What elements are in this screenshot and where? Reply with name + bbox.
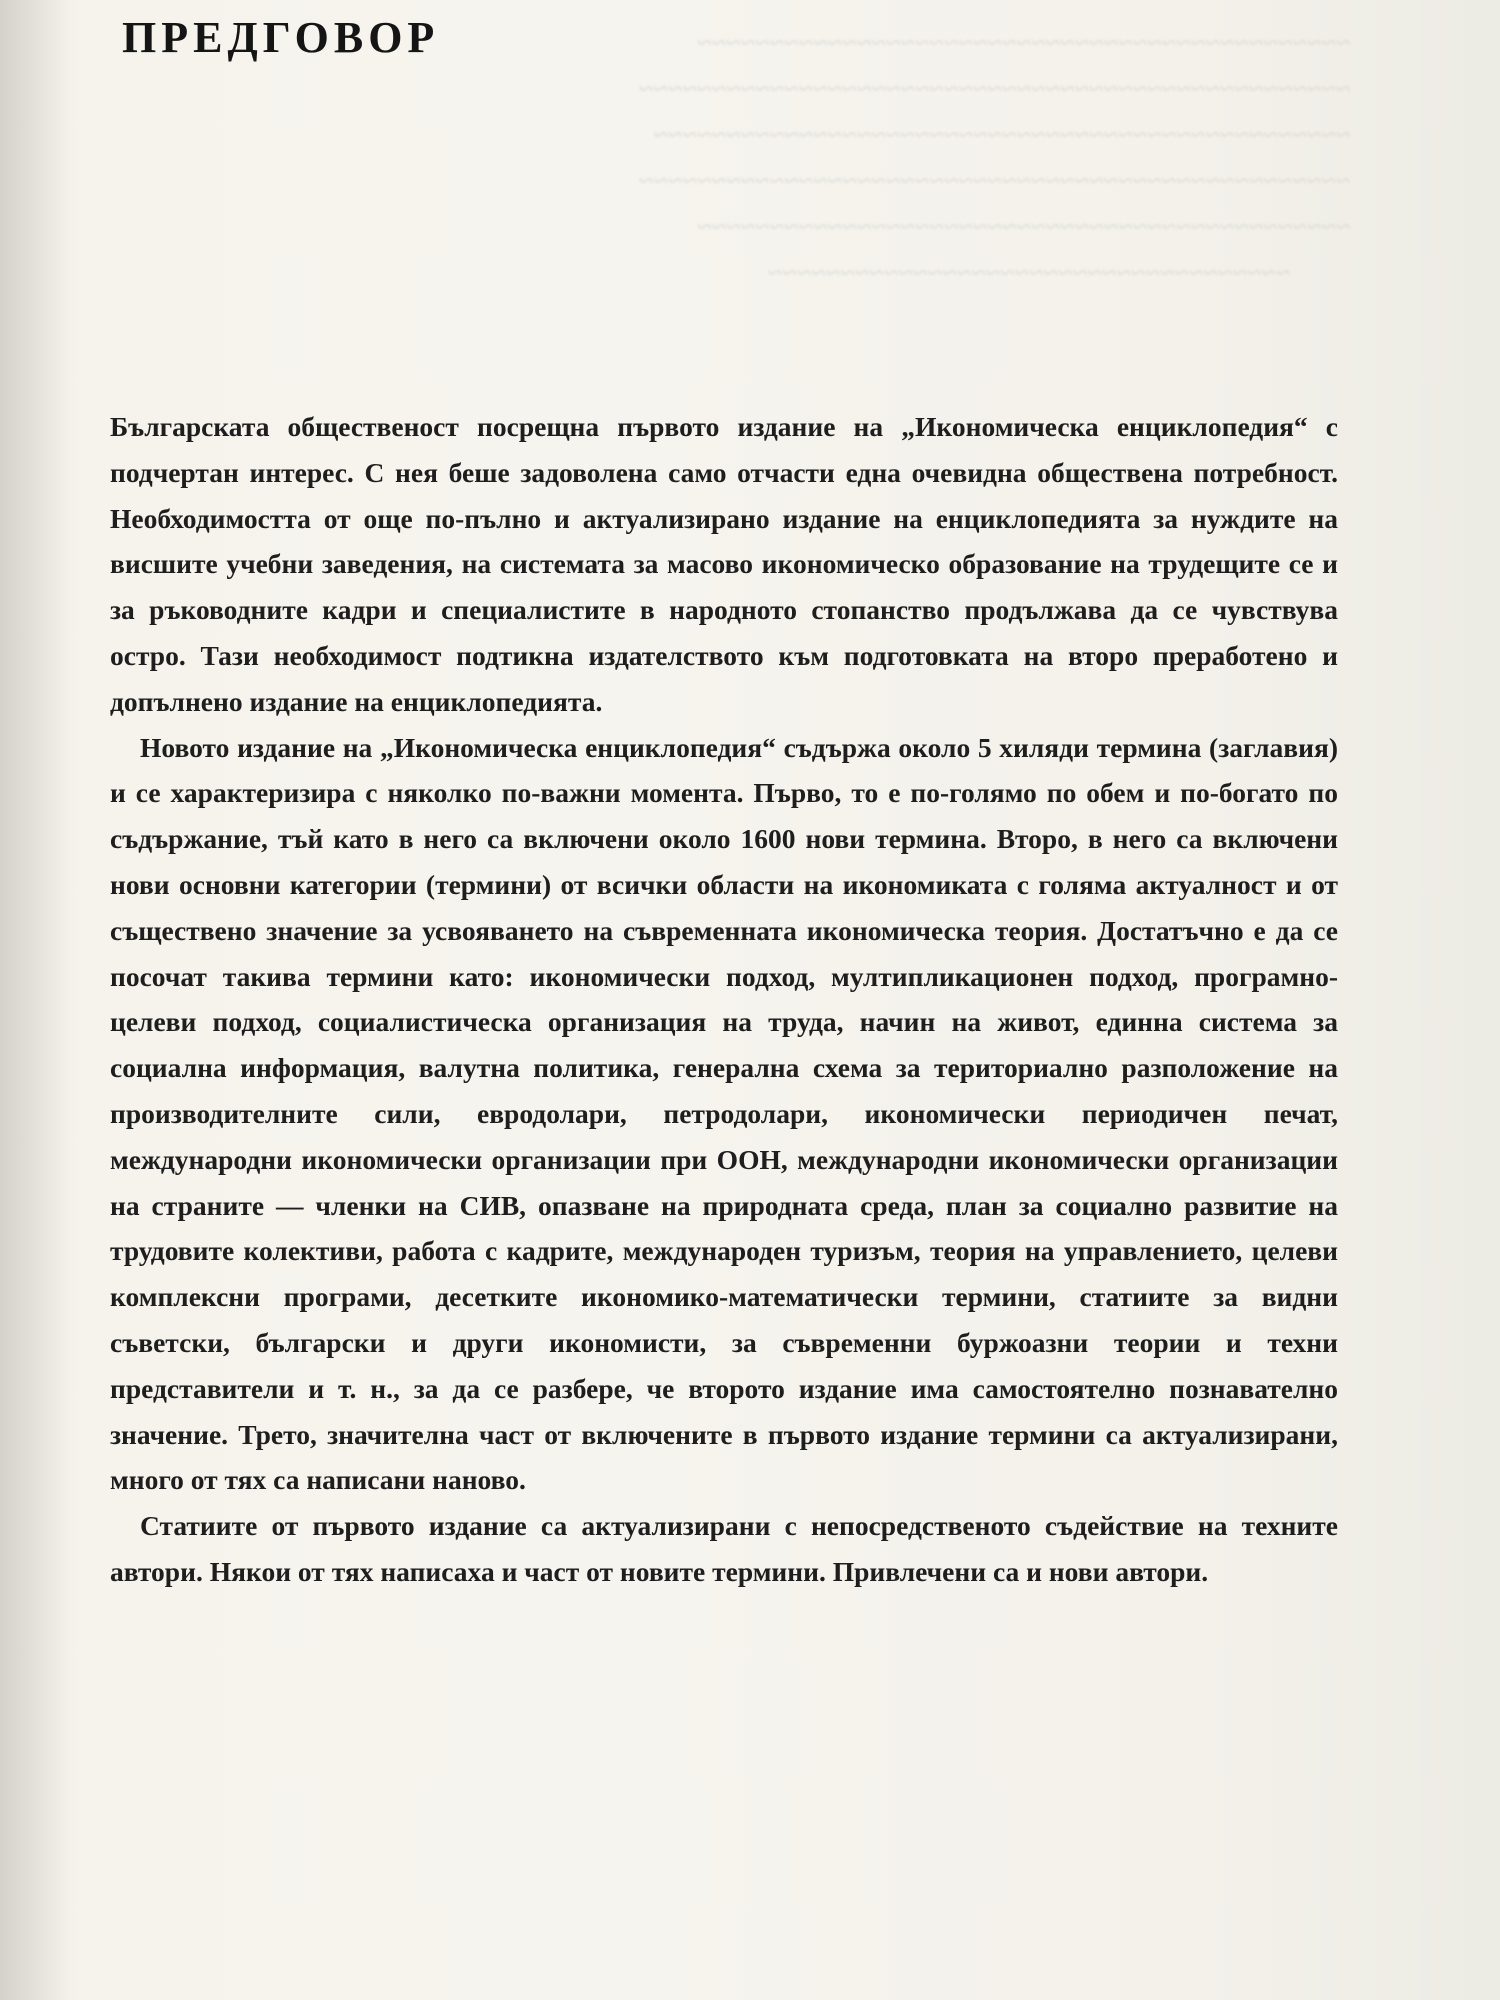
paragraph: Българската общественост посрещна първото издание на „Икономическа енциклопедия“ с подчертан интерес. С нея беше задоволена само отчасти една очевидна обществена потребност. Необходимостта от още по-пълно и актуализирано издание на енциклопедията за нуждите на висшите учебни заведения, на системата за масово икономическо образование на трудещите се и за ръководните кадри и специалистите в народното стопанство продължава да се чувствува остро. Тази необходимост подтикна издателството към подготовката на второ преработено и допълнено издание на енциклопедията.	[110, 411, 1338, 717]
body-text	[110, 404, 1338, 1595]
page-gutter-shadow	[0, 0, 70, 2000]
paragraph: Статиите от първото издание са актуализирани с непосредственото съдействие на техните автори. Някои от тях написаха и част от новите термини. Привлечени са и нови автори.	[110, 1510, 1338, 1587]
page-title: ПРЕДГОВОР	[122, 13, 440, 62]
bleed-through-text: ~~~~~~~~~~~~~~~~~~~~~~~~~~~~~~~~~~~~~~~~~~~~~ ~~~~~~~~~~~~~~~~~~~~~~~~~~~~~~~~~~~~~~~~~~~~~~~~~ ~~~~~~~~~~~~~~~~~~~~~~~~~~~~~~~~~~~~~~~~~~~~~~~~ ~~~~~~~~~~~~~~~~~~~~~~~~~~~~~~~~~~~~~~~~~~~~~~~~~ ~~~~~~~~~~~~~~~~~~~~~~~~~~~~~~~~~~~~~~~~~~~~~ ~~~~~~~~~~~~~~~~~~~~~~~~~~~~~~~~~~~~	[638, 28, 1350, 287]
paragraph: Новото издание на „Икономическа енциклопедия“ съдържа около 5 хиляди термина (заглавия) и се характеризира с няколко по-важни момента. Първо, то е по-голямо по обем и по-богато по съдържание, тъй като в него са включени около 1600 нови термина. Второ, в него са включени нови основни категории (термини) от всички области на икономиката с голяма актуалност и от съществено значение за усвояването на съвременната икономическа теория. Достатъчно е да се посочат такива термини като: икономически подход, мултипликационен подход, програмно-целеви подход, социалистическа организация на труда, начин на живот, единна система за социална информация, валутна политика, генерална схема за териториално разположение на производителните сили, евродолари, петродолари, икономически периодичен печат, международни икономически организации при ООН, международни икономически организации на страните — членки на СИВ, опазване на природната среда, план за социално развитие на трудовите колективи, работа с кадрите, международен туризъм, теория на управлението, целеви комплексни програми, десетките икономико-математически термини, статиите за видни съветски, български и други икономисти, за съвременни буржоазни теории и техни представители и т. н., за да се разбере, че второто издание има самостоятелно познавателно значение. Трето, значителна част от включените в първото издание термини са актуализирани, много от тях са написани наново.	[110, 731, 1338, 1496]
